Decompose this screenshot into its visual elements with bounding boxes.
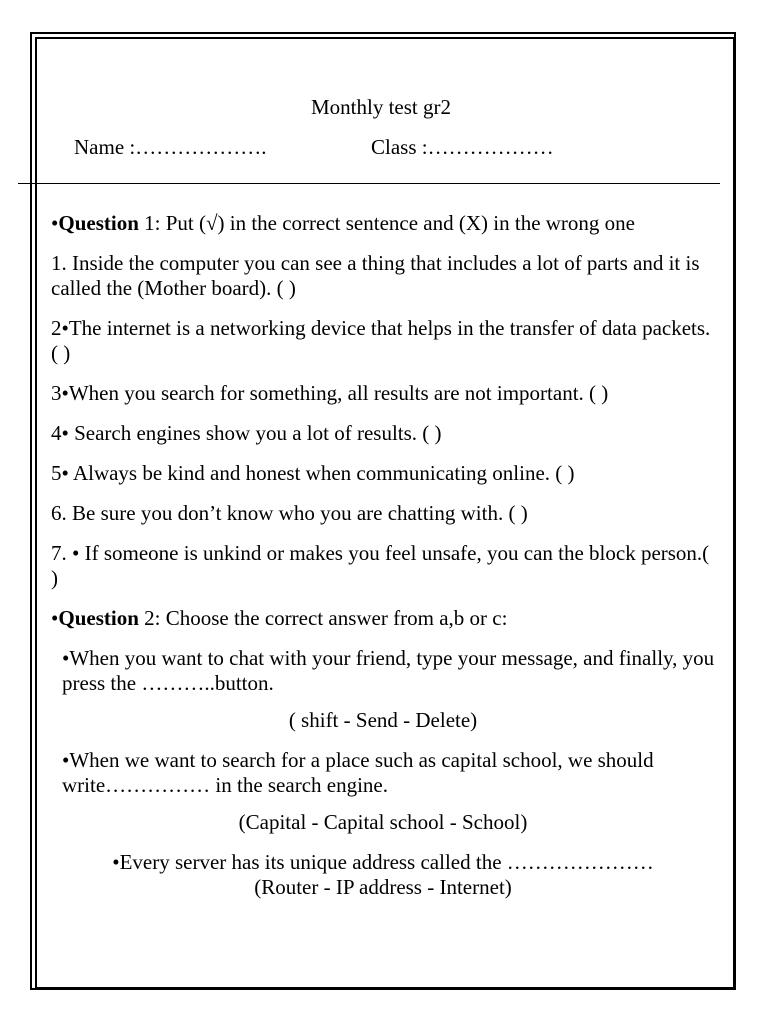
question-2-item-1: •When you want to chat with your friend, type your message, and finally, you press the ………..button.: [62, 646, 715, 695]
header-divider: [18, 183, 720, 184]
question-1-item-5: 5• Always be kind and honest when communicating online. ( ): [51, 461, 575, 485]
question-1-item-6: 6. Be sure you don’t know who you are chatting with. ( ): [51, 501, 528, 525]
question-1-heading: [51, 211, 715, 236]
question-2-item-3: •Every server has its unique address called the …………………: [112, 850, 654, 874]
question-1-item-7: 7. • If someone is unkind or makes you feel unsafe, you can the block person.( ): [51, 541, 710, 590]
question-1-item-3: 3•When you search for something, all results are not important. ( ): [51, 381, 609, 405]
question-2-bullet: •: [51, 606, 59, 630]
question-1-item-4: 4• Search engines show you a lot of results. ( ): [51, 421, 442, 445]
class-field-label: Class :………………: [371, 135, 554, 159]
question-1-item-2: 2•The internet is a networking device that helps in the transfer of data packets. ( ): [51, 316, 711, 365]
question-2-item-1-choices: ( shift - Send - Delete): [288, 708, 478, 732]
question-2-heading: [51, 606, 715, 631]
question-2-instruction: 2: Choose the correct answer from a,b or c:: [138, 606, 508, 630]
question-1-label: Question: [58, 211, 139, 235]
test-body: [51, 211, 715, 900]
question-1-bullet: •: [51, 211, 59, 235]
question-2-item-2-choices: (Capital - Capital school - School): [238, 810, 528, 834]
question-2-item-2: •When we want to search for a place such as capital school, we should write…………… in the search engine.: [62, 748, 654, 797]
test-title: Monthly test gr2: [311, 95, 451, 119]
name-field-label: Name :……………….: [74, 135, 267, 159]
question-2-item-3-choices: (Router - IP address - Internet): [254, 875, 512, 899]
question-1-item-1: 1. Inside the computer you can see a thing that includes a lot of parts and it is called the (Mother board). ( ): [51, 251, 700, 300]
question-2-label: Question: [58, 606, 139, 630]
question-1-instruction: 1: Put (√) in the correct sentence and (X) in the wrong one: [138, 211, 635, 235]
